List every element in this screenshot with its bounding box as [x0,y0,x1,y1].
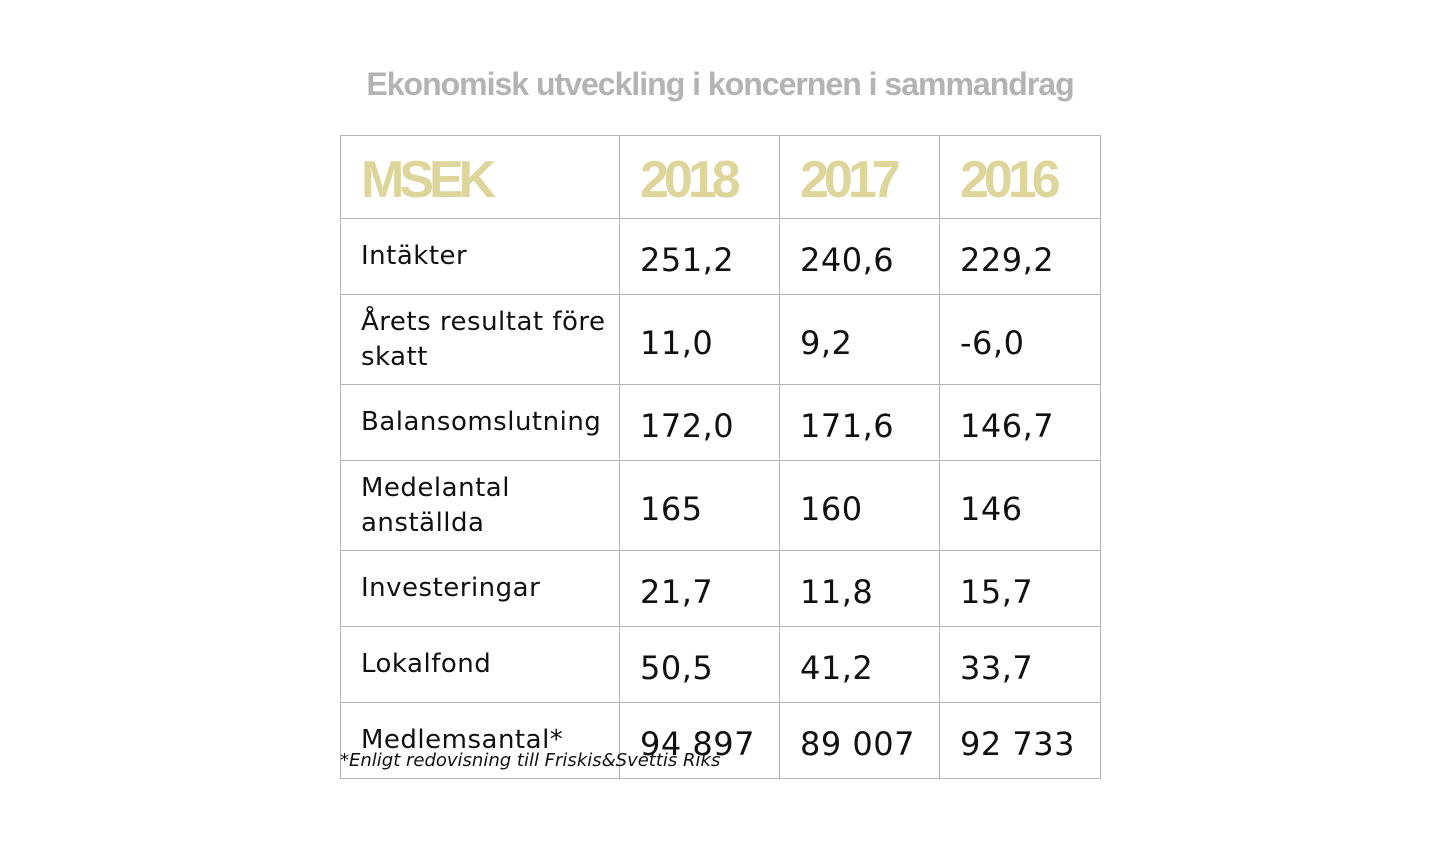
row-label: Lokalfond [341,627,620,703]
table-row-intakter [341,219,1101,295]
cell-2017: 9,2 [780,295,940,385]
cell-2018: 165 [620,461,780,551]
cell-2017: 240,6 [780,219,940,295]
cell-2018: 94 897 [620,703,780,779]
cell-2018: 50,5 [620,627,780,703]
row-label: Medelantal anställda [341,461,620,551]
row-label: Balansomslutning [341,385,620,461]
cell-2018: 251,2 [620,219,780,295]
table-row-lokalfond [341,627,1101,703]
header-year-2016: 2016 [940,136,1101,219]
cell-2016: -6,0 [940,295,1101,385]
row-label: Medlemsantal* [341,703,620,779]
table-header-row [341,136,1101,219]
footnote: *Enligt redovisning till Friskis&Svettis Riks [340,750,721,771]
row-label: Årets resultat före skatt [341,295,620,385]
header-unit: MSEK [341,136,620,219]
cell-2018: 172,0 [620,385,780,461]
cell-2017: 171,6 [780,385,940,461]
cell-2018: 11,0 [620,295,780,385]
cell-2017: 160 [780,461,940,551]
row-label: Intäkter [341,219,620,295]
table-row-medelantal-anstallda [341,461,1101,551]
cell-2017: 89 007 [780,703,940,779]
cell-2016: 33,7 [940,627,1101,703]
table-row-investeringar [341,551,1101,627]
page-title: Ekonomisk utveckling i koncernen i sammandrag [366,66,1074,102]
cell-2017: 11,8 [780,551,940,627]
financial-summary-table [340,135,1101,779]
cell-2017: 41,2 [780,627,940,703]
table-row-arets-resultat [341,295,1101,385]
header-year-2018: 2018 [620,136,780,219]
cell-2016: 92 733 [940,703,1101,779]
cell-2016: 146,7 [940,385,1101,461]
cell-2016: 229,2 [940,219,1101,295]
row-label: Investeringar [341,551,620,627]
cell-2016: 15,7 [940,551,1101,627]
header-year-2017: 2017 [780,136,940,219]
cell-2018: 21,7 [620,551,780,627]
cell-2016: 146 [940,461,1101,551]
table-row-balansomslutning [341,385,1101,461]
